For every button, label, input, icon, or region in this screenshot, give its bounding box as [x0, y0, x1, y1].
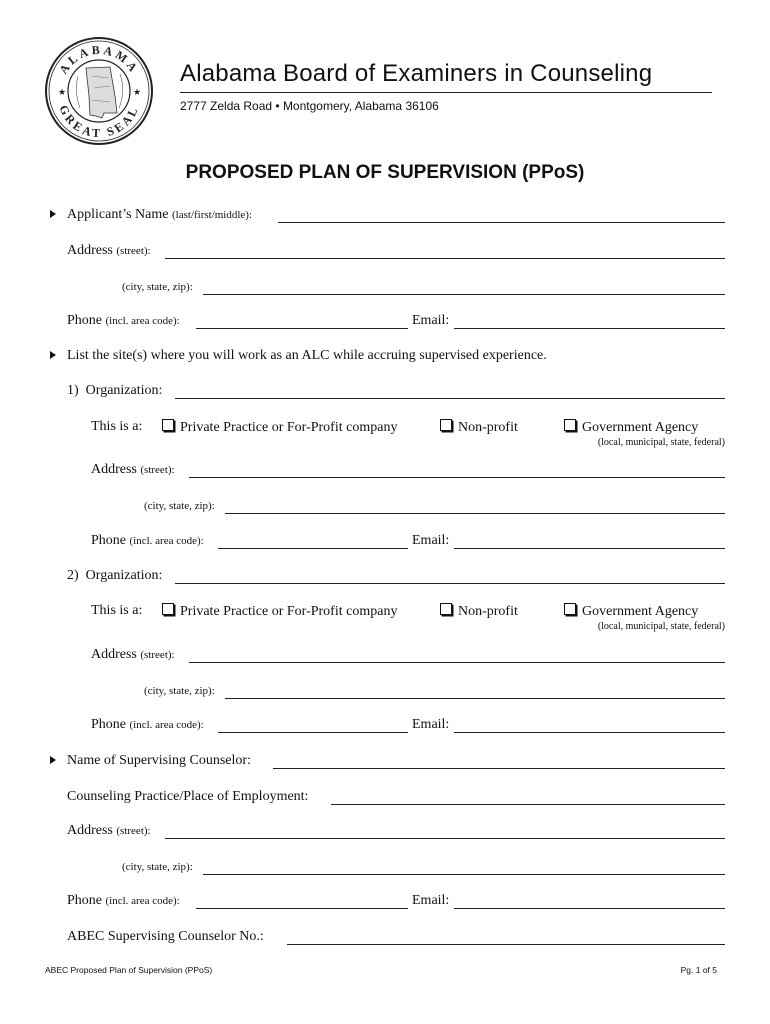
supervisor-city-hint: (city, state, zip): — [122, 861, 193, 873]
org2-type-government[interactable]: Government Agency — [564, 603, 698, 620]
applicant-phone-label: Phone (incl. area code): — [67, 313, 180, 328]
org2-type-private[interactable]: Private Practice or For-Profit company — [162, 603, 397, 620]
org2-email-field[interactable] — [454, 732, 725, 733]
supervisor-number-field[interactable] — [287, 944, 725, 945]
sites-intro: List the site(s) where you will work as an ALC while accruing supervised experience. — [67, 348, 547, 363]
checkbox-icon[interactable] — [162, 603, 174, 615]
org1-type-private[interactable]: Private Practice or For-Profit company — [162, 419, 397, 436]
bullet-arrow-icon — [50, 351, 56, 359]
supervisor-address-label: Address (street): — [67, 823, 151, 838]
org2-name-field[interactable] — [175, 583, 725, 584]
svg-text:★: ★ — [58, 87, 67, 97]
state-seal — [44, 36, 154, 146]
org2-phone-field[interactable] — [218, 732, 408, 733]
applicant-email-field[interactable] — [454, 328, 725, 329]
bullet-arrow-icon — [50, 210, 56, 218]
org2-type-label: This is a: — [91, 603, 143, 618]
org-name: Alabama Board of Examiners in Counseling — [180, 60, 653, 87]
applicant-name-field[interactable] — [278, 222, 725, 223]
applicant-phone-field[interactable] — [196, 328, 408, 329]
svg-text:★: ★ — [133, 87, 142, 97]
org1-city-field[interactable] — [225, 513, 725, 514]
org2-type-nonprofit[interactable]: Non-profit — [440, 603, 518, 620]
checkbox-icon[interactable] — [440, 419, 452, 431]
org1-street-field[interactable] — [189, 477, 725, 478]
footer-page-number: Pg. 1 of 5 — [680, 965, 717, 975]
org1-gov-note: (local, municipal, state, federal) — [597, 437, 725, 448]
org2-city-hint: (city, state, zip): — [144, 685, 215, 697]
org1-city-hint: (city, state, zip): — [144, 500, 215, 512]
supervisor-email-label: Email: — [412, 893, 450, 908]
org1-email-field[interactable] — [454, 548, 725, 549]
supervisor-name-label: Name of Supervising Counselor: — [67, 753, 251, 768]
supervisor-phone-label: Phone (incl. area code): — [67, 893, 180, 908]
org2-street-field[interactable] — [189, 662, 725, 663]
org2-email-label: Email: — [412, 717, 450, 732]
org1-address-label: Address (street): — [91, 462, 175, 477]
supervisor-practice-field[interactable] — [331, 804, 725, 805]
applicant-city-field[interactable] — [203, 294, 725, 295]
org1-type-label: This is a: — [91, 419, 143, 434]
checkbox-icon[interactable] — [564, 603, 576, 615]
seal-bottom-text: GREAT SEAL — [56, 102, 142, 141]
form-title: PROPOSED PLAN OF SUPERVISION (PPoS) — [185, 162, 585, 183]
seal-top-text: ALABAMA — [56, 42, 142, 77]
supervisor-city-field[interactable] — [203, 874, 725, 875]
applicant-city-hint: (city, state, zip): — [122, 281, 193, 293]
supervisor-name-field[interactable] — [273, 768, 725, 769]
checkbox-icon[interactable] — [564, 419, 576, 431]
org1-label: 1) Organization: — [67, 383, 163, 398]
supervisor-practice-label: Counseling Practice/Place of Employment: — [67, 789, 309, 804]
applicant-address-label: Address (street): — [67, 243, 151, 258]
org2-label: 2) Organization: — [67, 568, 163, 583]
org-address: 2777 Zelda Road • Montgomery, Alabama 36106 — [180, 99, 439, 113]
checkbox-icon[interactable] — [162, 419, 174, 431]
org2-address-label: Address (street): — [91, 647, 175, 662]
org2-phone-label: Phone (incl. area code): — [91, 717, 204, 732]
org1-phone-label: Phone (incl. area code): — [91, 533, 204, 548]
org1-name-field[interactable] — [175, 398, 725, 399]
org1-type-nonprofit[interactable]: Non-profit — [440, 419, 518, 436]
applicant-name-label: Applicant’s Name (last/first/middle): — [67, 207, 253, 222]
applicant-street-field[interactable] — [165, 258, 725, 259]
org2-city-field[interactable] — [225, 698, 725, 699]
supervisor-number-label: ABEC Supervising Counselor No.: — [67, 929, 264, 944]
org2-gov-note: (local, municipal, state, federal) — [597, 621, 725, 632]
supervisor-phone-field[interactable] — [196, 908, 408, 909]
supervisor-street-field[interactable] — [165, 838, 725, 839]
footer-doc-name: ABEC Proposed Plan of Supervision (PPoS) — [45, 965, 213, 975]
checkbox-icon[interactable] — [440, 603, 452, 615]
org1-phone-field[interactable] — [218, 548, 408, 549]
org1-type-government[interactable]: Government Agency — [564, 419, 698, 436]
header-rule — [180, 92, 712, 93]
bullet-arrow-icon — [50, 756, 56, 764]
applicant-email-label: Email: — [412, 313, 450, 328]
org1-email-label: Email: — [412, 533, 450, 548]
supervisor-email-field[interactable] — [454, 908, 725, 909]
